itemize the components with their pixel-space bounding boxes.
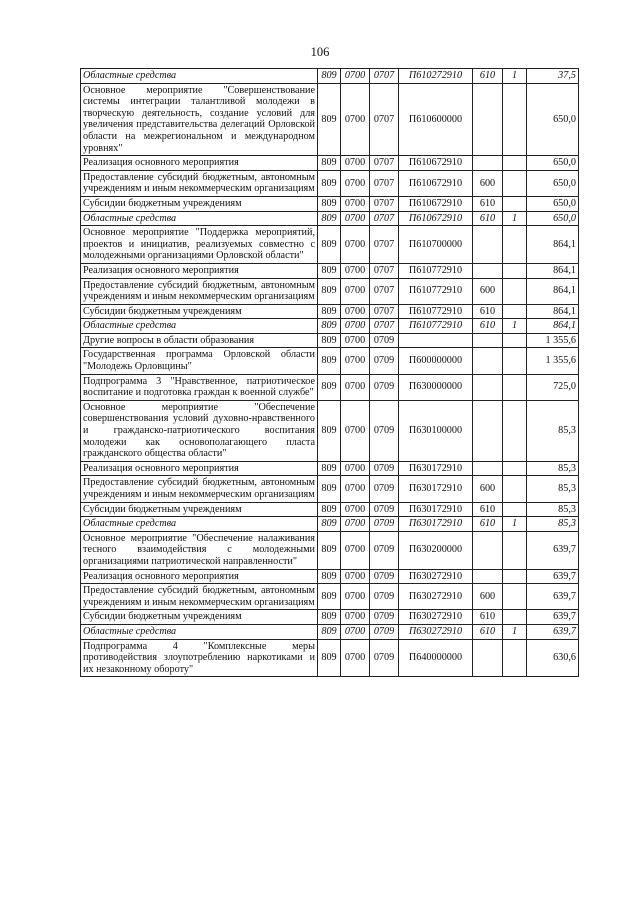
source-code-cell: 1 xyxy=(503,319,527,334)
subsection-code-cell: 0709 xyxy=(370,639,399,677)
subsection-code-cell: 0709 xyxy=(370,610,399,625)
ministry-code-cell: 809 xyxy=(318,610,341,625)
section-code-cell: 0700 xyxy=(341,400,370,461)
ministry-code-cell: 809 xyxy=(318,569,341,584)
section-code-cell: 0700 xyxy=(341,333,370,348)
row-name-cell: Реализация основного мероприятия xyxy=(81,263,318,278)
ministry-code-cell: 809 xyxy=(318,333,341,348)
subsection-code-cell: 0707 xyxy=(370,304,399,319)
target-article-cell: П610772910 xyxy=(399,319,473,334)
ministry-code-cell: 809 xyxy=(318,319,341,334)
table-row xyxy=(81,517,579,532)
section-code-cell: 0700 xyxy=(341,610,370,625)
expense-type-cell xyxy=(473,461,503,476)
subsection-code-cell: 0707 xyxy=(370,278,399,304)
ministry-code-cell: 809 xyxy=(318,304,341,319)
subsection-code-cell: 0707 xyxy=(370,263,399,278)
ministry-code-cell: 809 xyxy=(318,170,341,196)
target-article-cell: П630100000 xyxy=(399,400,473,461)
target-article-cell: П610772910 xyxy=(399,278,473,304)
subsection-code-cell: 0709 xyxy=(370,333,399,348)
amount-cell: 650,0 xyxy=(527,83,579,156)
amount-cell: 639,7 xyxy=(527,531,579,569)
source-code-cell xyxy=(503,584,527,610)
section-code-cell: 0700 xyxy=(341,226,370,264)
section-code-cell: 0700 xyxy=(341,624,370,639)
expense-type-cell: 610 xyxy=(473,610,503,625)
row-name-cell: Реализация основного мероприятия xyxy=(81,156,318,171)
expense-type-cell: 600 xyxy=(473,476,503,502)
expense-type-cell xyxy=(473,348,503,374)
ministry-code-cell: 809 xyxy=(318,156,341,171)
row-name-cell: Областные средства xyxy=(81,319,318,334)
row-name-cell: Субсидии бюджетным учреждениям xyxy=(81,304,318,319)
amount-cell: 1 355,6 xyxy=(527,348,579,374)
section-code-cell: 0700 xyxy=(341,569,370,584)
subsection-code-cell: 0709 xyxy=(370,517,399,532)
expense-type-cell xyxy=(473,639,503,677)
section-code-cell: 0700 xyxy=(341,374,370,400)
table-row xyxy=(81,211,579,226)
amount-cell: 650,0 xyxy=(527,211,579,226)
amount-cell: 1 355,6 xyxy=(527,333,579,348)
section-code-cell: 0700 xyxy=(341,83,370,156)
table-row xyxy=(81,196,579,211)
table-row xyxy=(81,278,579,304)
table-row xyxy=(81,531,579,569)
row-name-cell: Предоставление субсидий бюджетным, автономным учреждениям и иным некоммерческим организациям xyxy=(81,584,318,610)
source-code-cell xyxy=(503,278,527,304)
source-code-cell: 1 xyxy=(503,69,527,84)
row-name-cell: Реализация основного мероприятия xyxy=(81,569,318,584)
subsection-code-cell: 0709 xyxy=(370,400,399,461)
page-number: 106 xyxy=(310,45,330,59)
target-article-cell: П630272910 xyxy=(399,569,473,584)
table-row xyxy=(81,400,579,461)
subsection-code-cell: 0709 xyxy=(370,374,399,400)
source-code-cell xyxy=(503,374,527,400)
source-code-cell: 1 xyxy=(503,211,527,226)
subsection-code-cell: 0709 xyxy=(370,348,399,374)
table-row xyxy=(81,610,579,625)
expense-type-cell: 610 xyxy=(473,624,503,639)
source-code-cell xyxy=(503,196,527,211)
ministry-code-cell: 809 xyxy=(318,226,341,264)
expense-type-cell: 600 xyxy=(473,584,503,610)
section-code-cell: 0700 xyxy=(341,502,370,517)
subsection-code-cell: 0707 xyxy=(370,83,399,156)
section-code-cell: 0700 xyxy=(341,156,370,171)
subsection-code-cell: 0709 xyxy=(370,624,399,639)
section-code-cell: 0700 xyxy=(341,348,370,374)
section-code-cell: 0700 xyxy=(341,69,370,84)
ministry-code-cell: 809 xyxy=(318,400,341,461)
expense-type-cell xyxy=(473,374,503,400)
amount-cell: 639,7 xyxy=(527,624,579,639)
expense-type-cell: 610 xyxy=(473,517,503,532)
source-code-cell xyxy=(503,170,527,196)
table-row xyxy=(81,374,579,400)
table-row xyxy=(81,304,579,319)
table-row xyxy=(81,333,579,348)
amount-cell: 864,1 xyxy=(527,263,579,278)
source-code-cell xyxy=(503,502,527,517)
amount-cell: 864,1 xyxy=(527,278,579,304)
amount-cell: 650,0 xyxy=(527,156,579,171)
subsection-code-cell: 0707 xyxy=(370,69,399,84)
target-article-cell: П600000000 xyxy=(399,348,473,374)
table-row xyxy=(81,263,579,278)
amount-cell: 650,0 xyxy=(527,196,579,211)
expense-type-cell: 610 xyxy=(473,211,503,226)
amount-cell: 864,1 xyxy=(527,319,579,334)
ministry-code-cell: 809 xyxy=(318,374,341,400)
expense-type-cell xyxy=(473,531,503,569)
subsection-code-cell: 0707 xyxy=(370,319,399,334)
expense-type-cell: 610 xyxy=(473,69,503,84)
amount-cell: 725,0 xyxy=(527,374,579,400)
source-code-cell: 1 xyxy=(503,517,527,532)
table-body xyxy=(81,69,579,677)
expense-type-cell xyxy=(473,569,503,584)
target-article-cell: П610700000 xyxy=(399,226,473,264)
ministry-code-cell: 809 xyxy=(318,476,341,502)
table-row xyxy=(81,502,579,517)
ministry-code-cell: 809 xyxy=(318,531,341,569)
section-code-cell: 0700 xyxy=(341,476,370,502)
section-code-cell: 0700 xyxy=(341,639,370,677)
ministry-code-cell: 809 xyxy=(318,584,341,610)
source-code-cell xyxy=(503,333,527,348)
expense-type-cell: 610 xyxy=(473,502,503,517)
section-code-cell: 0700 xyxy=(341,304,370,319)
subsection-code-cell: 0709 xyxy=(370,502,399,517)
target-article-cell: П610672910 xyxy=(399,170,473,196)
ministry-code-cell: 809 xyxy=(318,211,341,226)
target-article-cell: П630272910 xyxy=(399,624,473,639)
expense-type-cell: 610 xyxy=(473,319,503,334)
row-name-cell: Предоставление субсидий бюджетным, автономным учреждениям и иным некоммерческим организациям xyxy=(81,476,318,502)
amount-cell: 639,7 xyxy=(527,569,579,584)
target-article-cell: П610772910 xyxy=(399,304,473,319)
target-article-cell: П610272910 xyxy=(399,69,473,84)
table-row xyxy=(81,476,579,502)
ministry-code-cell: 809 xyxy=(318,639,341,677)
source-code-cell xyxy=(503,263,527,278)
subsection-code-cell: 0709 xyxy=(370,461,399,476)
target-article-cell: П630272910 xyxy=(399,584,473,610)
table-row xyxy=(81,639,579,677)
budget-table xyxy=(80,68,579,677)
table-row xyxy=(81,319,579,334)
target-article-cell: П610600000 xyxy=(399,83,473,156)
table-row xyxy=(81,584,579,610)
source-code-cell xyxy=(503,531,527,569)
amount-cell: 639,7 xyxy=(527,584,579,610)
row-name-cell: Областные средства xyxy=(81,517,318,532)
amount-cell: 85,3 xyxy=(527,476,579,502)
row-name-cell: Государственная программа Орловской области "Молодежь Орловщины" xyxy=(81,348,318,374)
table-row xyxy=(81,69,579,84)
target-article-cell: П630272910 xyxy=(399,610,473,625)
target-article-cell: П630172910 xyxy=(399,502,473,517)
source-code-cell xyxy=(503,639,527,677)
ministry-code-cell: 809 xyxy=(318,69,341,84)
row-name-cell: Предоставление субсидий бюджетным, автономным учреждениям и иным некоммерческим организациям xyxy=(81,170,318,196)
table-row xyxy=(81,226,579,264)
section-code-cell: 0700 xyxy=(341,278,370,304)
source-code-cell xyxy=(503,476,527,502)
subsection-code-cell: 0707 xyxy=(370,170,399,196)
row-name-cell: Подпрограмма 4 "Комплексные меры противодействия злоупотреблению наркотиками и их незаконному обороту" xyxy=(81,639,318,677)
amount-cell: 864,1 xyxy=(527,226,579,264)
row-name-cell: Субсидии бюджетным учреждениям xyxy=(81,610,318,625)
ministry-code-cell: 809 xyxy=(318,348,341,374)
target-article-cell: П610672910 xyxy=(399,196,473,211)
source-code-cell xyxy=(503,348,527,374)
expense-type-cell xyxy=(473,156,503,171)
expense-type-cell xyxy=(473,263,503,278)
table-row xyxy=(81,624,579,639)
amount-cell: 864,1 xyxy=(527,304,579,319)
amount-cell: 85,3 xyxy=(527,502,579,517)
table-row xyxy=(81,461,579,476)
amount-cell: 630,6 xyxy=(527,639,579,677)
expense-type-cell xyxy=(473,400,503,461)
table-row xyxy=(81,83,579,156)
source-code-cell: 1 xyxy=(503,624,527,639)
row-name-cell: Основное мероприятие "Поддержка мероприятий, проектов и инициатив, реализуемых совместно с молодежными организациями Орловской области" xyxy=(81,226,318,264)
row-name-cell: Областные средства xyxy=(81,624,318,639)
section-code-cell: 0700 xyxy=(341,531,370,569)
row-name-cell: Основное мероприятие "Обеспечение совершенствования условий духовно-нравственного и гражданско-патриотического воспитания молодежи как основополагающего пласта гражданского общества области" xyxy=(81,400,318,461)
subsection-code-cell: 0709 xyxy=(370,531,399,569)
section-code-cell: 0700 xyxy=(341,211,370,226)
row-name-cell: Субсидии бюджетным учреждениям xyxy=(81,196,318,211)
target-article-cell xyxy=(399,333,473,348)
row-name-cell: Предоставление субсидий бюджетным, автономным учреждениям и иным некоммерческим организациям xyxy=(81,278,318,304)
section-code-cell: 0700 xyxy=(341,319,370,334)
target-article-cell: П630172910 xyxy=(399,476,473,502)
amount-cell: 85,3 xyxy=(527,517,579,532)
amount-cell: 85,3 xyxy=(527,461,579,476)
section-code-cell: 0700 xyxy=(341,263,370,278)
section-code-cell: 0700 xyxy=(341,584,370,610)
section-code-cell: 0700 xyxy=(341,170,370,196)
section-code-cell: 0700 xyxy=(341,461,370,476)
expense-type-cell xyxy=(473,333,503,348)
target-article-cell: П630172910 xyxy=(399,461,473,476)
row-name-cell: Реализация основного мероприятия xyxy=(81,461,318,476)
target-article-cell: П630000000 xyxy=(399,374,473,400)
target-article-cell: П640000000 xyxy=(399,639,473,677)
table-row xyxy=(81,569,579,584)
table-row xyxy=(81,156,579,171)
subsection-code-cell: 0709 xyxy=(370,476,399,502)
target-article-cell: П630200000 xyxy=(399,531,473,569)
expense-type-cell: 610 xyxy=(473,196,503,211)
row-name-cell: Основное мероприятие "Обеспечение налаживания тесного взаимодействия с молодежными организациями патриотической направленности" xyxy=(81,531,318,569)
row-name-cell: Субсидии бюджетным учреждениям xyxy=(81,502,318,517)
source-code-cell xyxy=(503,304,527,319)
target-article-cell: П610672910 xyxy=(399,211,473,226)
amount-cell: 37,5 xyxy=(527,69,579,84)
subsection-code-cell: 0709 xyxy=(370,584,399,610)
ministry-code-cell: 809 xyxy=(318,83,341,156)
source-code-cell xyxy=(503,400,527,461)
expense-type-cell: 600 xyxy=(473,278,503,304)
expense-type-cell: 600 xyxy=(473,170,503,196)
section-code-cell: 0700 xyxy=(341,196,370,211)
source-code-cell xyxy=(503,610,527,625)
subsection-code-cell: 0707 xyxy=(370,156,399,171)
row-name-cell: Областные средства xyxy=(81,69,318,84)
row-name-cell: Областные средства xyxy=(81,211,318,226)
source-code-cell xyxy=(503,461,527,476)
section-code-cell: 0700 xyxy=(341,517,370,532)
target-article-cell: П610672910 xyxy=(399,156,473,171)
row-name-cell: Подпрограмма 3 "Нравственное, патриотическое воспитание и подготовка граждан к военной службе" xyxy=(81,374,318,400)
target-article-cell: П630172910 xyxy=(399,517,473,532)
subsection-code-cell: 0709 xyxy=(370,569,399,584)
ministry-code-cell: 809 xyxy=(318,461,341,476)
source-code-cell xyxy=(503,226,527,264)
row-name-cell: Другие вопросы в области образования xyxy=(81,333,318,348)
source-code-cell xyxy=(503,83,527,156)
source-code-cell xyxy=(503,156,527,171)
amount-cell: 650,0 xyxy=(527,170,579,196)
amount-cell: 639,7 xyxy=(527,610,579,625)
amount-cell: 85,3 xyxy=(527,400,579,461)
target-article-cell: П610772910 xyxy=(399,263,473,278)
source-code-cell xyxy=(503,569,527,584)
subsection-code-cell: 0707 xyxy=(370,226,399,264)
table-row xyxy=(81,170,579,196)
ministry-code-cell: 809 xyxy=(318,196,341,211)
row-name-cell: Основное мероприятие "Совершенствование системы интеграции талантливой молодежи в творческую деятельность, создание условий для увеличения представительства делегаций Орловской области на межрегиональном и международном уровнях" xyxy=(81,83,318,156)
subsection-code-cell: 0707 xyxy=(370,211,399,226)
ministry-code-cell: 809 xyxy=(318,502,341,517)
expense-type-cell xyxy=(473,226,503,264)
ministry-code-cell: 809 xyxy=(318,624,341,639)
expense-type-cell: 610 xyxy=(473,304,503,319)
ministry-code-cell: 809 xyxy=(318,263,341,278)
expense-type-cell xyxy=(473,83,503,156)
ministry-code-cell: 809 xyxy=(318,278,341,304)
subsection-code-cell: 0707 xyxy=(370,196,399,211)
ministry-code-cell: 809 xyxy=(318,517,341,532)
table-row xyxy=(81,348,579,374)
